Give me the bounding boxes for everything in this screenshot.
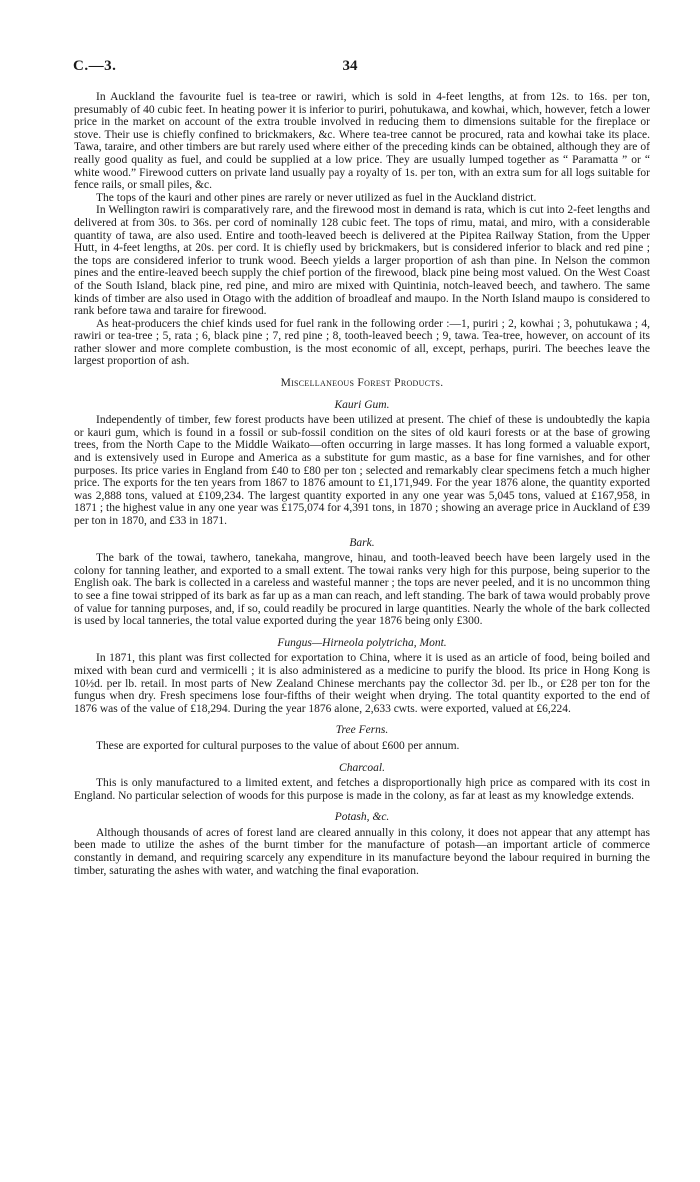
paragraph-kauri-gum: Independently of timber, few forest products have been utilized at present. The chief of these is undoubtedly the kapia or kauri gum, which is found in a fossil or sub-fossil condition on the sites of old kauri forests or at the base of growing trees, from the North Cape to the Middle Waikato—often occurring in large masses. It has long formed a valuable export, and is extensively used in Europe and America as a substitute for gum mastic, as a base for fine varnishes, and for other purposes. Its price varies in England from £40 to £80 per ton ; selected and remarkably clear specimens fetch a much higher price. The exports for the ten years from 1867 to 1876 amount to £1,171,949. For the year 1876 alone, the quantity exported was 2,888 tons, valued at £109,234. The largest quantity exported in any one year was 5,045 tons, valued at £167,958, in 1871 ; the highest value in any one year was £175,074 for 4,391 tons, in 1870 ; showing an average price in Auckland of £39 per ton in 1870, and £33 in 1871. (74, 414, 650, 527)
paragraph-potash: Although thousands of acres of forest land are cleared annually in this colony, it does not appear that any attempt has been made to utilize the ashes of the burnt timber for the manufacture of potash—an important article of commerce constantly in demand, and requiring scarcely any expenditure in its manufacture beyond the labour required in burning the timber, saturating the ashes with water, and watching the final evaporation. (74, 826, 650, 877)
paragraph-fungus: In 1871, this plant was first collected for exportation to China, where it is used as an article of food, being boiled and mixed with bean curd and vermicelli ; it is also administered as a medicine to purify the blood. Its price in Hong Kong is 10½d. per lb. retail. In most parts of New Zealand Chinese merchants pay the collector 3d. per lb., or £28 per ton for the fungus when dry. Fresh specimens lose four-fifths of their weight when drying. The total quantity exported to the end of 1876 was of the value of £18,294. During the year 1876 alone, 2,633 cwts. were exported, valued at £6,224. (74, 652, 650, 715)
paragraph-auckland-fuel: In Auckland the favourite fuel is tea-tree or rawiri, which is sold in 4-feet lengths, at from 12s. to 16s. per ton, presumably of 40 cubic feet. In heating power it is inferior to puriri, pohutukawa, and kowhai, which, however, fetch a lower price in the market on account of the extra trouble involved in reducing them to dimensions suitable for the fireplace or stove. Their use is chiefly confined to brickmakers, &c. Where tea-tree cannot be procured, rata and kowhai take its place. Tawa, taraire, and other timbers are but rarely used where either of the preceding kinds can be obtained, although they are of really good quality as fuel, and could be supplied at a low price. They are usually lumped together as “ Paramatta ” or “ white wood.” Firewood cutters on private land usually pay a royalty of 1s. per ton, with an extra sum for all logs suitable for fence rails, or small piles, &c. (74, 91, 650, 192)
page-body (74, 91, 650, 877)
heading-potash: Potash, &c. (334, 811, 390, 824)
section-title-misc-products: Miscellaneous Forest Products. (280, 377, 444, 390)
paragraph-bark: The bark of the towai, tawhero, tanekaha, mangrove, hinau, and tooth-leaved beech have been largely used in the colony for tanning leather, and exported to a small extent. The towai ranks very high for this purpose, being superior to the English oak. The bark is collected in a careless and wasteful manner ; the tops are never peeled, and it is no uncommon thing to see a fine towai stripped of its bark as far up as a man can reach, and left standing. The bark of tawa would probably prove of value for tanning purposes, and, if so, could readily be procured in large quantities. Nearly the whole of the bark collected is used by local tanneries, the total value exported during the year 1876 being only £300. (74, 552, 650, 628)
paragraph-wellington-fuel: In Wellington rawiri is comparatively rare, and the firewood most in demand is rata, which is cut into 2-feet lengths and delivered at from 30s. to 36s. per cord of nominally 128 cubic feet. The tops of rimu, matai, and miro, with a considerable quantity of tawa, are also used. Entire and tooth-leaved beech is delivered at the Pipitea Railway Station, from the Upper Hutt, in 4-feet lengths, at 20s. per cord. It is chiefly used by brickmakers, but is considered inferior to black and red pine ; the tops are considered inferior to trunk wood. Beech yields a larger proportion of ash than pine. In Nelson the common pines and the entire-leaved beech supply the chief portion of the firewood, black pine being most valued. On the West Coast of the South Island, black pine, red pine, and miro are mixed with Quintinia, notch-leaved beech, and tawhero. The same kinds of timber are also used in Otago with the addition of broadleaf and maupo. In the North Island maupo is considered to rank before tawa and taraire for firewood. (74, 204, 650, 318)
heading-charcoal: Charcoal. (339, 761, 385, 774)
page-number: 34 (342, 58, 358, 74)
heading-tree-ferns: Tree Ferns. (335, 724, 389, 737)
paragraph-heat-producers: As heat-producers the chief kinds used for fuel rank in the following order :—1, puriri ; 2, kowhai ; 3, pohutukawa ; 4, rawiri or tea-tree ; 5, rata ; 6, black pine ; 7, red pine ; 8, tooth-leaved beech ; 9, tawa. Tea-tree, however, on account of its rather slower and more complete combustion, is the most economic of all, except, perhaps, puriri. The beeches leave the largest proportion of ash. (74, 317, 650, 368)
heading-fungus: Fungus—Hirneola polytricha, Mont. (277, 636, 447, 649)
paragraph-kauri-tops: The tops of the kauri and other pines are rarely or never utilized as fuel in the Auckland district. (96, 191, 537, 204)
paragraph-charcoal: This is only manufactured to a limited extent, and fetches a disproportionally high price as compared with its cost in England. No particular selection of woods for this purpose is made in the colony, as far at least as my knowledge extends. (74, 777, 650, 802)
series-code: C.—3. (73, 58, 117, 74)
heading-bark: Bark. (349, 536, 375, 549)
heading-kauri-gum: Kauri Gum. (334, 398, 390, 411)
paragraph-tree-ferns: These are exported for cultural purposes to the value of about £600 per annum. (96, 739, 460, 752)
